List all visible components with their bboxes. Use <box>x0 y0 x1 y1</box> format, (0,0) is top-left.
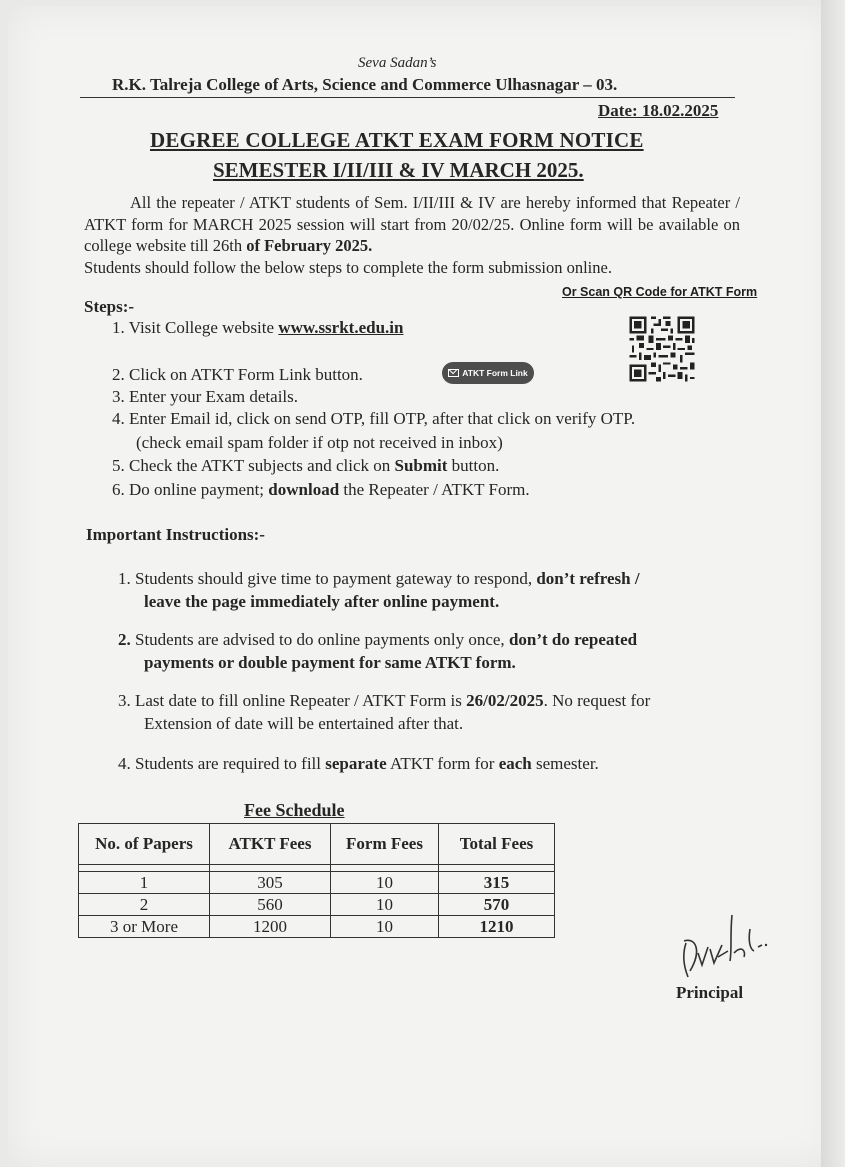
instruction-3-number: 3. <box>118 691 131 710</box>
step-2: 2. Click on ATKT Form Link button. <box>112 365 363 384</box>
intro-steps-text: Students should follow the below steps to complete the form submission online. <box>84 257 612 277</box>
table-header-row <box>79 824 555 865</box>
step-5-submit: Submit <box>394 456 448 475</box>
mail-icon <box>448 369 459 377</box>
step-1 <box>112 318 403 338</box>
intro-text: All the repeater / ATKT students of Sem. I/II/III & IV are hereby informed that Repeater / ATKT form for MARCH 2025 session will start from 20/02/25. Online form will be available on college website till 26th <box>84 193 740 255</box>
table-cell: 10 <box>331 872 439 894</box>
instruction-1-number: 1. <box>118 569 131 588</box>
notice-title: DEGREE COLLEGE ATKT EXAM FORM NOTICE <box>150 128 644 152</box>
table-row <box>79 894 555 916</box>
table-row <box>79 872 555 894</box>
instructions-heading: Important Instructions:- <box>86 525 265 544</box>
step-5-text: 5. Check the ATKT subjects and click on <box>112 456 395 475</box>
header-rule <box>80 97 735 98</box>
fee-schedule-table <box>78 823 555 938</box>
table-cell: 1200 <box>210 916 331 938</box>
instruction-3-text: Last date to fill online Repeater / ATKT Form is <box>135 691 467 710</box>
instruction-3-date: 26/02/2025 <box>466 691 544 710</box>
instruction-4-separate: separate <box>325 754 387 773</box>
background-edge <box>821 0 845 1167</box>
step-3: 3. Enter your Exam details. <box>112 387 299 406</box>
table-cell: 1 <box>79 872 210 894</box>
table-cell: 1210 <box>439 916 555 938</box>
instruction-1 <box>118 567 640 613</box>
instruction-2-bold-cont: payments or double payment for same ATKT form. <box>144 653 516 672</box>
instruction-1-text: Students should give time to payment gateway to respond, <box>135 569 537 588</box>
table-cell: 305 <box>210 872 331 894</box>
table-row <box>79 916 555 938</box>
notice-subtitle: SEMESTER I/II/III & IV MARCH 2025. <box>213 158 584 182</box>
step-6-download: download <box>268 480 340 499</box>
instruction-2 <box>118 628 637 674</box>
intro-paragraph <box>84 192 740 278</box>
instruction-4-text: Students are required to fill <box>135 754 326 773</box>
intro-deadline: of February 2025. <box>246 236 373 255</box>
college-name: R.K. Talreja College of Arts, Science and Commerce Ulhasnagar – 03. <box>112 75 618 94</box>
steps-heading: Steps:- <box>84 297 135 316</box>
atkt-form-link-button[interactable] <box>442 362 534 384</box>
table-cell: 10 <box>331 894 439 916</box>
principal-label: Principal <box>676 983 744 1002</box>
step-1-text: 1. Visit College website <box>112 318 279 337</box>
step-6-text: 6. Do online payment; <box>112 480 269 499</box>
qr-code-icon[interactable] <box>627 313 697 385</box>
step-4-note: (check email spam folder if otp not received in inbox) <box>136 433 503 452</box>
table-cell: 2 <box>79 894 210 916</box>
instruction-2-bold: don’t do repeated <box>508 630 638 649</box>
instruction-3-text-end: . No request for <box>543 691 651 710</box>
column-header: ATKT Fees <box>210 824 331 865</box>
instruction-1-bold: don’t refresh / <box>536 569 640 588</box>
column-header: No. of Papers <box>79 824 210 865</box>
column-header: Form Fees <box>331 824 439 865</box>
atkt-form-link-label: ATKT Form Link <box>462 368 528 378</box>
instruction-2-number: 2. <box>118 630 131 649</box>
instruction-3 <box>118 689 650 735</box>
table-cell: 570 <box>439 894 555 916</box>
qr-code-label: Or Scan QR Code for ATKT Form <box>562 285 758 299</box>
instruction-1-bold-cont: leave the page immediately after online payment. <box>144 592 500 611</box>
column-header: Total Fees <box>439 824 555 865</box>
fee-schedule-title: Fee Schedule <box>244 800 345 820</box>
table-cell: 10 <box>331 916 439 938</box>
step-6 <box>112 480 530 500</box>
instruction-4-number: 4. <box>118 754 131 773</box>
step-5 <box>112 456 499 476</box>
instruction-3-cont: Extension of date will be entertained after that. <box>144 714 464 733</box>
instruction-2-text: Students are advised to do online payments only once, <box>135 630 509 649</box>
seva-sadan-line: Seva Sadan’s <box>358 55 437 71</box>
step-4: 4. Enter Email id, click on send OTP, fill OTP, after that click on verify OTP. <box>112 409 636 428</box>
principal-signature <box>672 905 782 985</box>
notice-date: Date: 18.02.2025 <box>598 101 719 120</box>
instruction-4 <box>118 752 599 775</box>
instruction-4-mid: ATKT form for <box>386 754 499 773</box>
step-6-end: the Repeater / ATKT Form. <box>339 480 530 499</box>
instruction-4-each: each <box>498 754 532 773</box>
instruction-4-end: semester. <box>531 754 599 773</box>
table-cell: 315 <box>439 872 555 894</box>
step-5-end: button. <box>447 456 500 475</box>
table-spacer-row <box>79 865 555 872</box>
college-website-link[interactable]: www.ssrkt.edu.in <box>278 318 404 337</box>
table-cell: 560 <box>210 894 331 916</box>
table-cell: 3 or More <box>79 916 210 938</box>
